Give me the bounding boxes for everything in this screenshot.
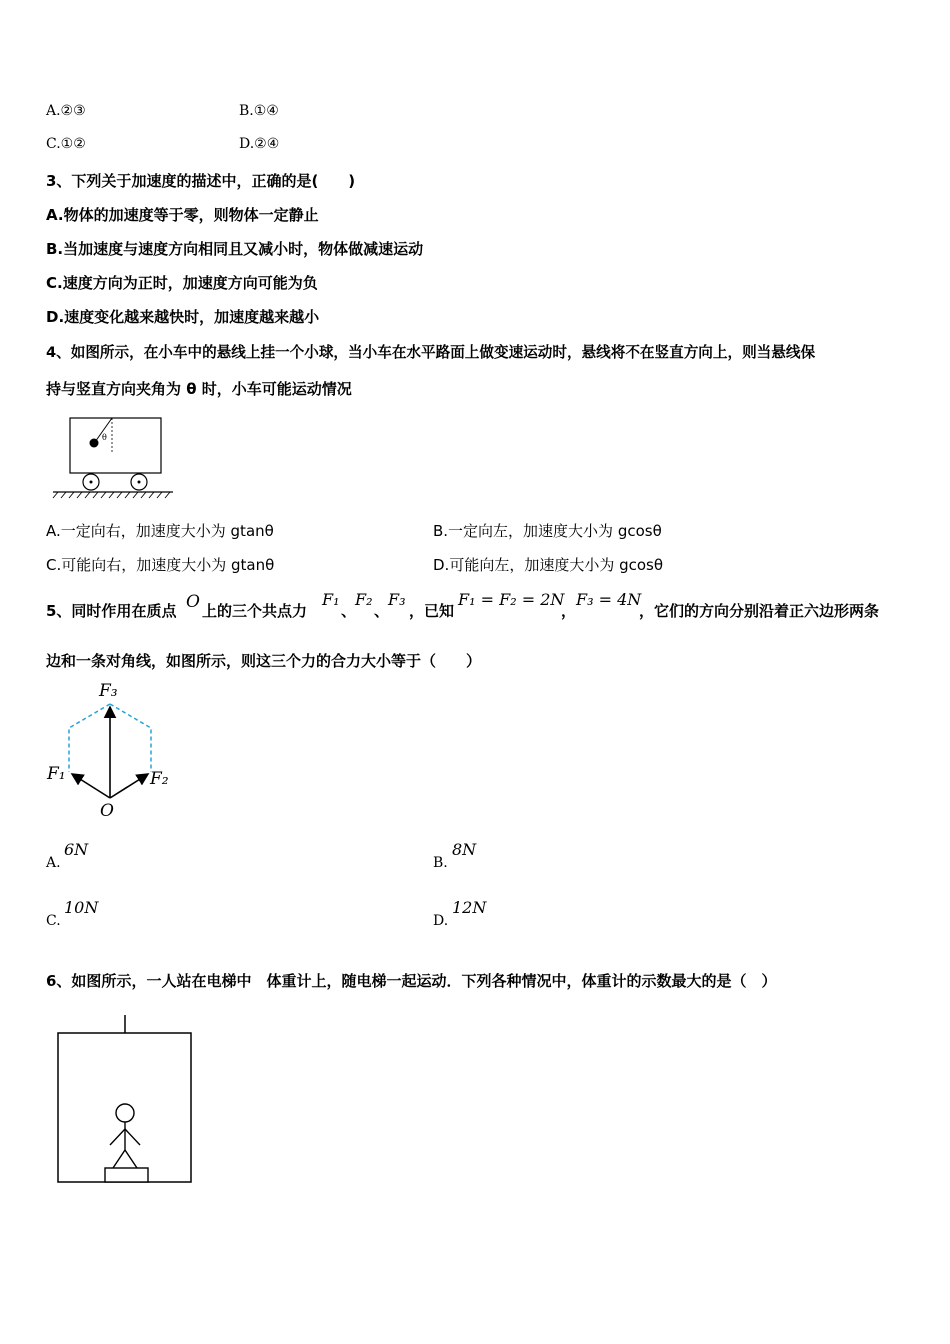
f2-vector (110, 774, 148, 798)
q4-stem-line2: 持与竖直方向夹角为 θ 时，小车可能运动情况 (46, 380, 352, 398)
q5-stem-d: ，它们的方向分别沿着正六边形两条 (639, 602, 880, 620)
q5-option-d-label: D. (433, 913, 449, 929)
q5-sep2: 、 (374, 602, 390, 620)
q5-point-o: O (186, 592, 200, 612)
ball-icon (90, 439, 99, 448)
q5-option-a-value: 6N (64, 840, 89, 859)
q3-option-b: B.当加速度与速度方向相同且又减小时，物体做减速运动 (46, 240, 424, 258)
q3-option-c: C.速度方向为正时，加速度方向可能为负 (46, 274, 318, 292)
label-o: O (100, 801, 114, 821)
q5-equation-2: F₃ = 4N (576, 590, 642, 609)
person-head-icon (116, 1104, 134, 1122)
f1-vector (72, 774, 110, 798)
q3-stem: 3、下列关于加速度的描述中，正确的是( ) (46, 172, 356, 190)
q5-option-d-value: 12N (452, 898, 487, 917)
q4-option-b: B.一定向左，加速度大小为 gcosθ (433, 522, 662, 540)
prev-option-c: C.①② (46, 136, 86, 152)
q5-option-c-value: 10N (64, 898, 99, 917)
q5-sep1: 、 (341, 602, 357, 620)
q3-option-d: D.速度变化越来越快时，加速度越来越小 (46, 308, 320, 326)
q5-f3-symbol: F₃ (388, 590, 406, 609)
scale-icon (105, 1168, 148, 1182)
q5-stem-line2: 边和一条对角线，如图所示，则这三个力的合力大小等于（ ） (46, 652, 482, 670)
q3-option-a: A.物体的加速度等于零，则物体一定静止 (46, 206, 319, 224)
prev-option-d: D.②④ (239, 136, 280, 152)
q6-stem: 6、如图所示，一人站在电梯中 体重计上，随电梯一起运动．下列各种情况中，体重计的示数最大的是（ ） (46, 972, 777, 990)
q5-stem-c: ，已知 (409, 602, 455, 620)
hexagon-edge-right (110, 704, 151, 772)
q4-option-d: D.可能向左，加速度大小为 gcosθ (433, 556, 664, 574)
hexagon-edge-left (69, 704, 110, 772)
q4-option-c: C.可能向右，加速度大小为 gtanθ (46, 556, 275, 574)
label-f3: F₃ (99, 681, 118, 701)
q5-option-c-label: C. (46, 913, 61, 929)
label-f1: F₁ (47, 764, 66, 784)
q5-stem-a: 5、同时作用在质点 (46, 602, 177, 620)
q5-f2-symbol: F₂ (355, 590, 373, 609)
q6-elevator-figure (50, 1012, 200, 1190)
q5-option-b-value: 8N (452, 840, 477, 859)
q4-cart-figure (50, 412, 180, 502)
q4-stem-line1: 4、如图所示，在小车中的悬线上挂一个小球，当小车在水平路面上做变速运动时，悬线将不在竖直方向上，则当悬线保 (46, 344, 816, 361)
q5-comma: ， (561, 602, 577, 620)
q4-angle-label: θ (102, 433, 107, 442)
q5-f1-symbol: F₁ (322, 590, 340, 609)
q5-option-b-label: B. (433, 855, 448, 871)
label-f2: F₂ (150, 769, 169, 789)
elevator-cabin (58, 1033, 191, 1182)
q5-stem-b: 上的三个共点力 (202, 602, 308, 620)
q4-option-a: A.一定向右，加速度大小为 gtanθ (46, 522, 274, 540)
q5-equation-1: F₁ = F₂ = 2N (458, 590, 565, 609)
q5-hexagon-figure (40, 676, 190, 826)
q5-option-a-label: A. (46, 855, 61, 871)
prev-option-b: B.①④ (239, 103, 279, 119)
prev-option-a: A.②③ (46, 103, 86, 119)
